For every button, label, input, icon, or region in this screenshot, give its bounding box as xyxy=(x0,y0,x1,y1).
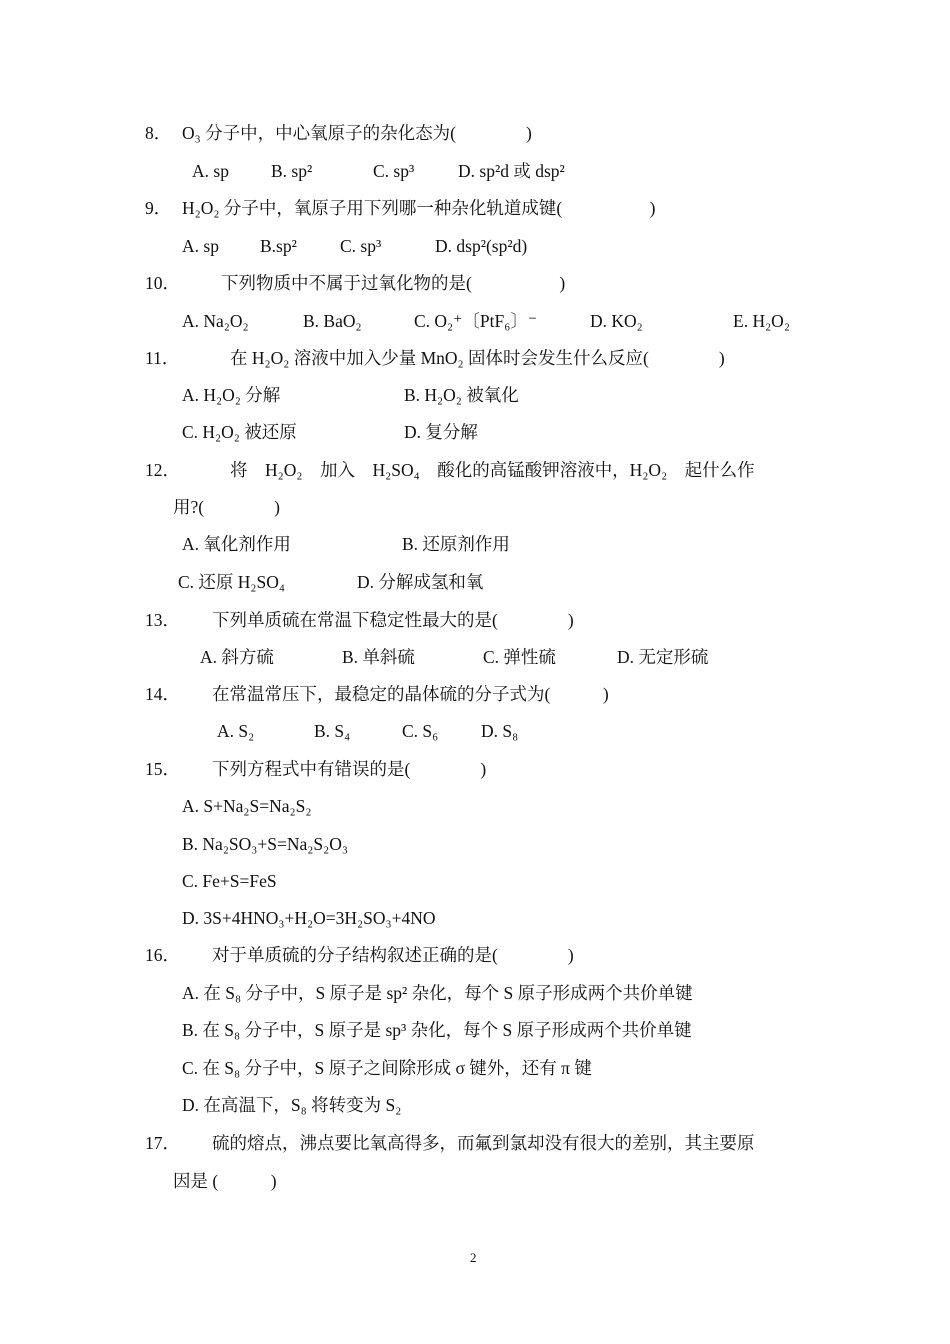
option-a: A. 氧化剂作用 xyxy=(182,534,291,554)
option-a: A. S+Na₂S=Na₂S₂ xyxy=(182,796,312,816)
option-b: B. S₄ xyxy=(314,721,351,741)
question-stem: O₃ 分子中，中心氧原子的杂化态为( ) xyxy=(182,123,532,143)
option-d: D. 在高温下，S₈ 将转变为 S₂ xyxy=(182,1095,402,1115)
option-e: E. H₂O₂ xyxy=(733,311,790,331)
question-stem: 硫的熔点，沸点要比氧高得多，而氟到氯却没有很大的差别，其主要原 xyxy=(212,1133,755,1153)
question-stem: 下列物质中不属于过氧化物的是( ) xyxy=(221,273,566,293)
question-stem: H₂O₂ 分子中，氧原子用下列哪一种杂化轨道成键( ) xyxy=(182,198,656,218)
option-b: B. 还原剂作用 xyxy=(402,534,510,554)
option-d: D. sp²d 或 dsp² xyxy=(458,161,565,181)
option-b: B. Na₂SO₃+S=Na₂S₂O₃ xyxy=(182,834,348,854)
option-c: C. sp³ xyxy=(373,161,415,181)
option-b: B. 单斜硫 xyxy=(342,647,415,667)
option-a: A. sp xyxy=(192,161,229,181)
question-number: 13． xyxy=(145,610,180,630)
option-c: C. 在 S₈ 分子中，S 原子之间除形成 σ 键外，还有 π 键 xyxy=(182,1058,592,1078)
question-number: 14． xyxy=(145,684,180,704)
option-a: A. Na₂O₂ xyxy=(182,311,249,331)
question-number: 10． xyxy=(145,273,180,293)
option-b: B. 在 S₈ 分子中，S 原子是 sp³ 杂化，每个 S 原子形成两个共价单键 xyxy=(182,1020,692,1040)
question-number: 15． xyxy=(145,759,180,779)
question-number: 17． xyxy=(145,1133,180,1153)
option-d: D. dsp²(sp²d) xyxy=(435,236,528,256)
option-d: D. 复分解 xyxy=(404,422,478,442)
question-stem-continued: 因是 ( ) xyxy=(173,1171,277,1191)
option-b: B. H₂O₂ 被氧化 xyxy=(404,385,519,405)
question-number: 9． xyxy=(145,198,172,218)
question-stem: 对于单质硫的分子结构叙述正确的是( ) xyxy=(212,945,574,965)
option-b: B. BaO₂ xyxy=(303,311,362,331)
option-c: C. O₂⁺〔PtF₆〕⁻ xyxy=(414,311,538,331)
option-c: C. S₆ xyxy=(402,721,439,741)
question-stem: 将 H₂O₂ 加入 H₂SO₄ 酸化的高锰酸钾溶液中，H₂O₂ 起什么作 xyxy=(230,460,755,480)
question-number: 8． xyxy=(145,123,172,143)
option-a: A. sp xyxy=(182,236,219,256)
question-number: 16． xyxy=(145,945,180,965)
option-c: C. 还原 H₂SO₄ xyxy=(178,572,286,592)
option-c: C. 弹性硫 xyxy=(483,647,556,667)
question-stem: 在常温常压下，最稳定的晶体硫的分子式为( ) xyxy=(212,684,609,704)
option-b: B. sp² xyxy=(271,161,313,181)
option-a: A. S₂ xyxy=(217,721,255,741)
option-c: C. Fe+S=FeS xyxy=(182,871,277,891)
option-d: D. 3S+4HNO₃+H₂O=3H₂SO₃+4NO xyxy=(182,908,436,928)
option-d: D. 分解成氢和氧 xyxy=(357,572,484,592)
option-a: A. 在 S₈ 分子中，S 原子是 sp² 杂化，每个 S 原子形成两个共价单键 xyxy=(182,983,693,1003)
option-c: C. sp³ xyxy=(340,236,382,256)
question-stem-continued: 用?( ) xyxy=(173,497,280,517)
option-a: A. 斜方硫 xyxy=(200,647,274,667)
question-stem: 在 H₂O₂ 溶液中加入少量 MnO₂ 固体时会发生什么反应( ) xyxy=(230,348,725,368)
option-a: A. H₂O₂ 分解 xyxy=(182,385,281,405)
question-number: 11． xyxy=(145,348,180,368)
option-d: D. KO₂ xyxy=(590,311,643,331)
option-d: D. S₈ xyxy=(481,721,519,741)
question-number: 12． xyxy=(145,460,180,480)
option-c: C. H₂O₂ 被还原 xyxy=(182,422,297,442)
question-stem: 下列单质硫在常温下稳定性最大的是( ) xyxy=(212,610,574,630)
option-d: D. 无定形硫 xyxy=(617,647,709,667)
option-b: B.sp² xyxy=(260,236,297,256)
page-number: 2 xyxy=(470,1250,477,1265)
question-stem: 下列方程式中有错误的是( ) xyxy=(212,759,487,779)
